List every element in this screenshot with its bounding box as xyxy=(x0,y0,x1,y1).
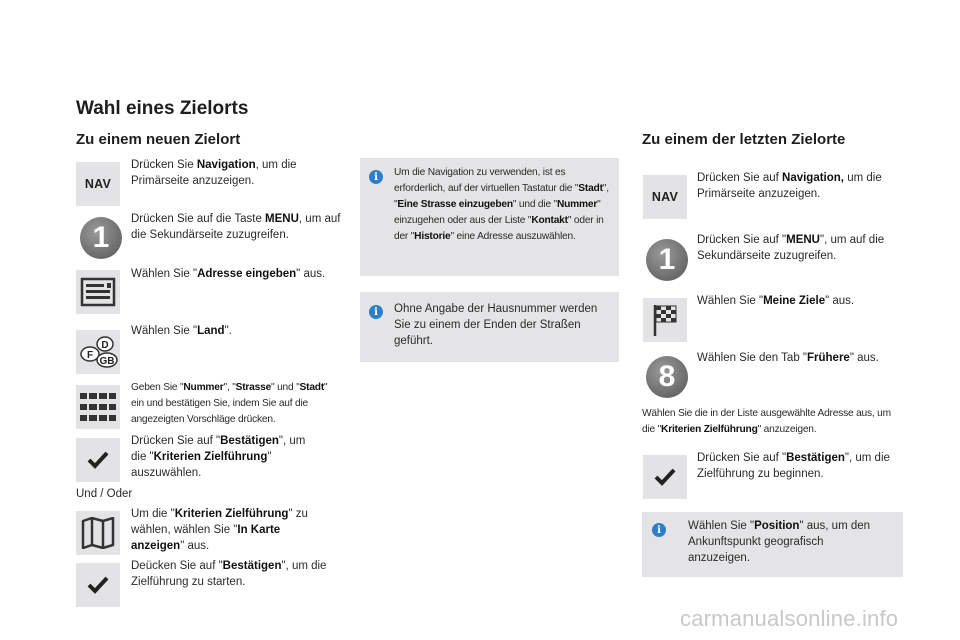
show-map-button[interactable] xyxy=(76,511,120,555)
step-previous-tab: Wählen Sie den Tab "Frühere" aus. xyxy=(697,352,879,364)
info-icon: i xyxy=(652,523,666,537)
nav-button[interactable] xyxy=(76,162,120,206)
step-menu-right: Drücken Sie auf "MENU", um auf die Sekundärseite zuzugreifen. xyxy=(697,234,885,262)
map-icon xyxy=(81,517,115,549)
info-icon: i xyxy=(369,305,383,319)
info-box-house-number xyxy=(360,292,619,362)
step-menu: Drücken Sie auf die Taste MENU, um auf die Sekundärseite zuzugreifen. xyxy=(131,213,341,241)
keypad-button[interactable] xyxy=(76,385,120,429)
confirm-button[interactable] xyxy=(76,438,120,482)
step-navigation-right: Drücken Sie auf Navigation, um die Primärseite anzuzeigen. xyxy=(697,172,882,200)
step-navigation: Drücken Sie Navigation, um die Primärseite anzuzeigen. xyxy=(131,159,297,187)
confirm-begin-button[interactable] xyxy=(643,455,687,499)
check-icon xyxy=(87,576,109,594)
info-box-position xyxy=(642,512,903,577)
svg-text:F: F xyxy=(86,350,94,361)
step-begin-guidance: Drücken Sie auf "Bestätigen", um die Zielführung zu beginnen. xyxy=(697,452,890,480)
left-heading: Zu einem neuen Zielort xyxy=(76,131,241,148)
step-number-1: 1 xyxy=(80,217,122,259)
svg-text:D: D xyxy=(101,340,109,351)
check-icon xyxy=(654,468,676,486)
step-show-map: Um die "Kriterien Zielführung" zu wählen, wählen Sie "In Karte anzeigen" aus. xyxy=(131,508,308,552)
svg-text:GB: GB xyxy=(99,356,115,367)
page-title: Wahl eines Zielorts xyxy=(76,98,249,119)
right-heading: Zu einem der letzten Zielorte xyxy=(642,131,846,148)
info-position-text: Wählen Sie "Position" aus, um den Ankunftspunkt geografisch anzuzeigen. xyxy=(688,520,871,564)
nav-label: NAV xyxy=(651,190,679,204)
info-navigation-text: Um die Navigation zu verwenden, ist es erforderlich, auf der virtuellen Tastatur die "Stadt", "Eine Strasse einzugeben" und die "Nummer" einzugehen oder aus der Liste "Kontakt" oder in der "Historie" eine Adresse auszuwählen. xyxy=(394,167,609,242)
step-country: Wählen Sie "Land". xyxy=(131,325,232,337)
step-number-8: 8 xyxy=(646,356,688,398)
info-house-number-text: Ohne Angabe der Hausnummer werden Sie zu einem der Enden der Straßen geführt. xyxy=(394,303,598,347)
info-box-navigation xyxy=(360,158,619,276)
enter-address-button[interactable] xyxy=(76,270,120,314)
checkered-flag-icon xyxy=(650,303,680,337)
nav-label: NAV xyxy=(84,177,112,191)
info-icon: i xyxy=(369,170,383,184)
country-icon xyxy=(77,334,119,370)
country-button[interactable] xyxy=(76,330,120,374)
confirm-start-button[interactable] xyxy=(76,563,120,607)
footer-watermark: carmanualsonline.info xyxy=(680,606,899,631)
keypad-grid-icon xyxy=(80,393,116,421)
step-select-address: Wählen Sie die in der Liste ausgewählte Adresse aus, um die "Kriterien Zielführung" anzuzeigen. xyxy=(642,408,891,435)
step-start-guidance: Deücken Sie auf "Bestätigen", um die Zielführung zu starten. xyxy=(131,560,327,588)
step-enter-details: Geben Sie "Nummer", "Strasse" und "Stadt" ein und bestätigen Sie, indem Sie auf die angezeigten Vorschläge drücken. xyxy=(131,382,328,425)
and-or-label: Und / Oder xyxy=(76,488,133,500)
check-icon xyxy=(87,451,109,469)
step-number-1: 1 xyxy=(646,239,688,281)
keyboard-icon xyxy=(80,276,116,308)
my-destinations-button[interactable] xyxy=(643,298,687,342)
step-confirm-criteria: Drücken Sie auf "Bestätigen", um die "Kriterien Zielführung" auszuwählen. xyxy=(131,435,306,479)
nav-button[interactable] xyxy=(643,175,687,219)
step-enter-address: Wählen Sie "Adresse eingeben" aus. xyxy=(131,268,326,280)
step-my-destinations: Wählen Sie "Meine Ziele" aus. xyxy=(697,295,855,307)
